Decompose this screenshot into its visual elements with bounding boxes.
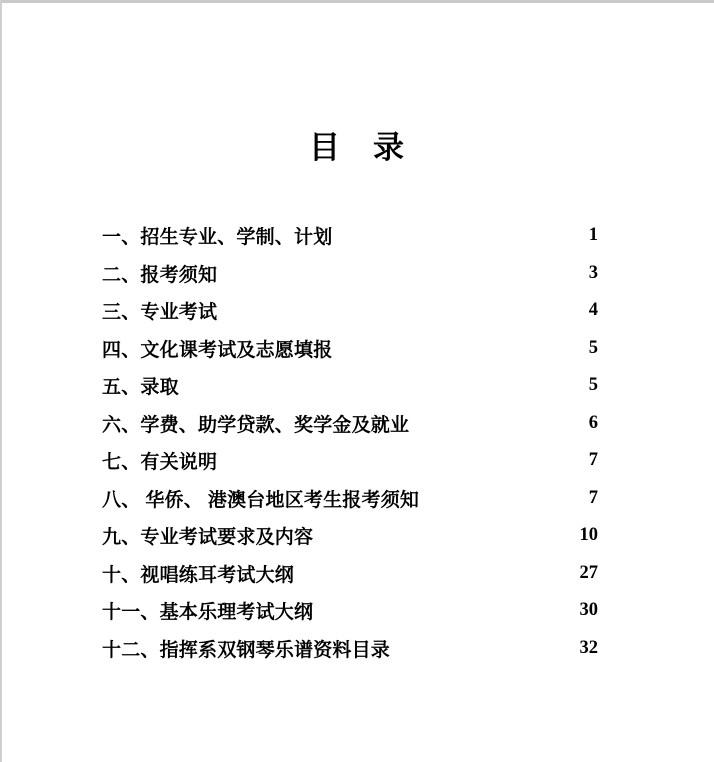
toc-row bbox=[102, 592, 598, 630]
toc-item-label: 七、有关说明 bbox=[102, 452, 218, 474]
toc-row bbox=[102, 480, 598, 518]
toc-item-label: 十二、指挥系双钢琴乐谱资料目录 bbox=[102, 639, 391, 661]
page-title: 目 录 bbox=[309, 130, 405, 165]
toc-row bbox=[102, 217, 598, 255]
toc-item-page: 32 bbox=[579, 637, 598, 658]
toc-item-page: 4 bbox=[588, 300, 598, 321]
toc-item-page: 7 bbox=[588, 450, 598, 471]
toc-row bbox=[102, 405, 598, 443]
toc-item-page: 3 bbox=[588, 262, 598, 283]
toc-list bbox=[102, 217, 598, 667]
toc-row bbox=[102, 442, 598, 480]
toc-item-label: 五、录取 bbox=[102, 377, 179, 399]
toc-item-label: 六、学费、助学贷款、奖学金及就业 bbox=[102, 414, 410, 436]
toc-item-label: 十一、基本乐理考试大纲 bbox=[102, 602, 314, 624]
toc-row bbox=[102, 367, 598, 405]
page-edge-top bbox=[0, 0, 714, 3]
toc-item-page: 27 bbox=[579, 562, 598, 583]
toc-item-page: 5 bbox=[588, 337, 598, 358]
toc-item-page: 30 bbox=[579, 600, 598, 621]
page-edge-left bbox=[0, 0, 2, 762]
toc-row bbox=[102, 630, 598, 668]
toc-item-page: 1 bbox=[588, 225, 598, 246]
toc-row bbox=[102, 255, 598, 293]
toc-item-label: 九、专业考试要求及内容 bbox=[102, 527, 314, 549]
toc-row bbox=[102, 292, 598, 330]
toc-item-label: 三、专业考试 bbox=[102, 302, 218, 324]
toc-item-label: 二、报考须知 bbox=[102, 264, 218, 286]
toc-item-label: 十、视唱练耳考试大纲 bbox=[102, 564, 295, 586]
toc-item-page: 6 bbox=[588, 412, 598, 433]
toc-row bbox=[102, 330, 598, 368]
toc-row bbox=[102, 517, 598, 555]
toc-item-label: 四、文化课考试及志愿填报 bbox=[102, 339, 333, 361]
toc-item-label: 一、招生专业、学制、计划 bbox=[102, 227, 333, 249]
toc-item-page: 10 bbox=[579, 525, 598, 546]
toc-item-page: 7 bbox=[588, 487, 598, 508]
toc-item-label: 八、 华侨、 港澳台地区考生报考须知 bbox=[102, 489, 420, 511]
toc-item-page: 5 bbox=[588, 375, 598, 396]
toc-row bbox=[102, 555, 598, 593]
